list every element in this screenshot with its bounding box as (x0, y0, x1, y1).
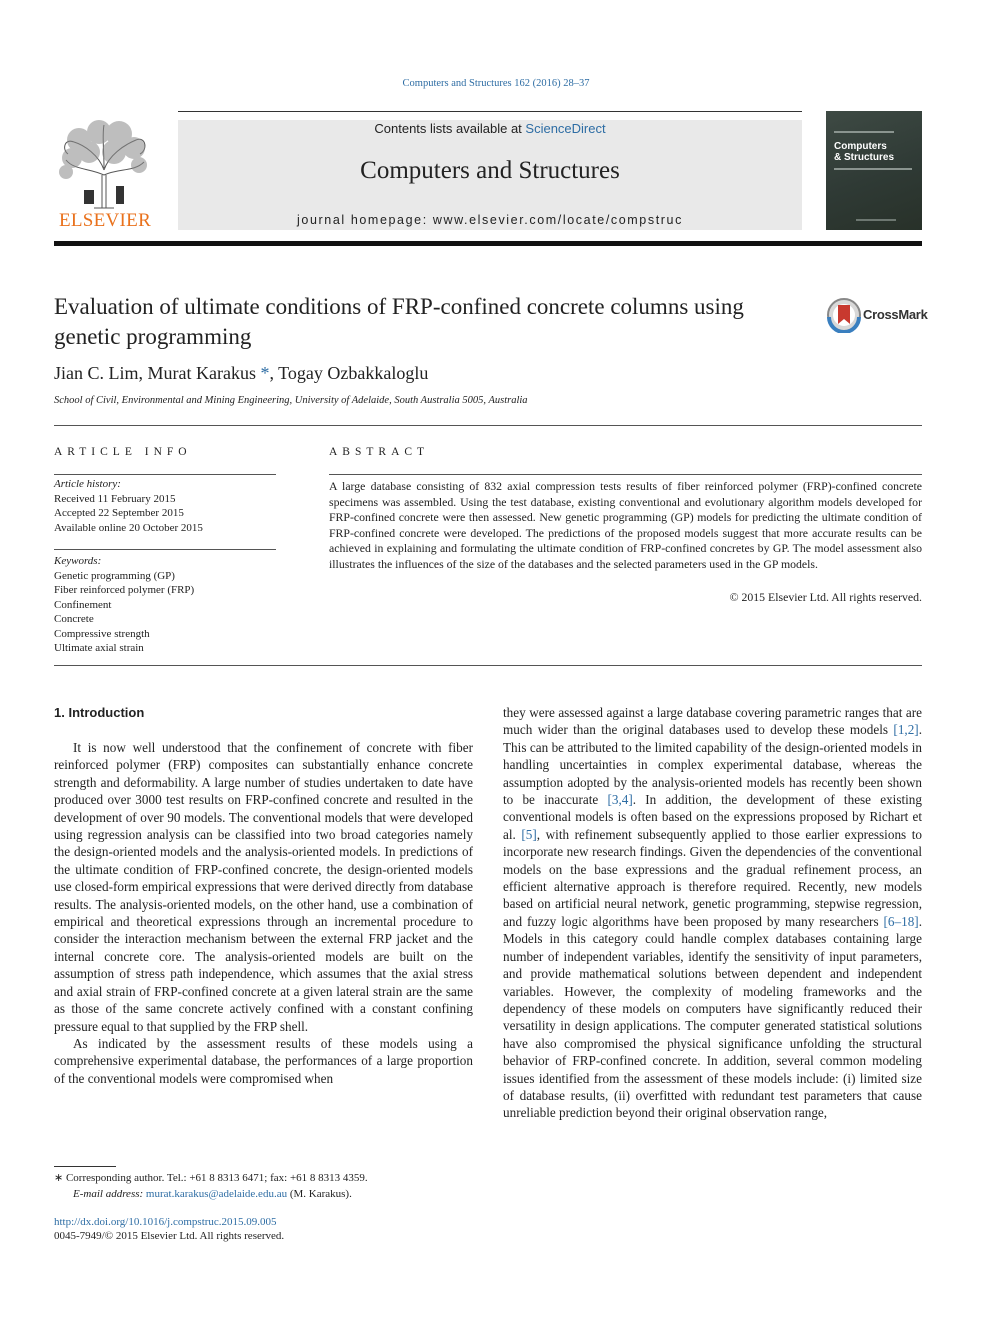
keywords-label: Keywords: (54, 555, 102, 567)
keyword: Fiber reinforced polymer (FRP) (54, 584, 195, 596)
authors-first: Jian C. Lim, Murat Karakus (54, 363, 256, 383)
keyword: Genetic programming (GP) (54, 569, 175, 582)
elsevier-wordmark: ELSEVIER (58, 210, 152, 231)
citation-link[interactable]: [5] (521, 826, 537, 842)
citation-link[interactable]: [1,2] (893, 722, 919, 738)
history-label: Article history: (54, 478, 121, 490)
text-run: . In addition, the development of these existing conventional models is often based on the expressions proposed by Richart et al. (503, 792, 922, 842)
journal-title: Computers and Structures (360, 157, 620, 184)
cover-title-line-1: Computers (834, 141, 887, 152)
corresponding-footnote (54, 1170, 473, 1202)
abstract-text: A large database consisting of 832 axial compression tests results of fiber reinforced polymer (FRP)-confined concrete specimens was assembled. Using the test database, existing conventional and evolutionary algorithm models developed for FRP-confined concrete were then assessed. New genetic programming (GP) models for predicting the ultimate condition of FRP-confined concrete were developed. The predictions of the proposed models suggest that more accurate results can be achieved in explaining and formulating the ultimate condition of FRP-confined concretes by GP. The model assessment also illustrates the influences of the size of the databases and the selected parameters used in the GP models. (329, 479, 922, 571)
article-info-heading: ARTICLE INFO (54, 446, 192, 458)
contents-available-line (178, 121, 802, 136)
email-suffix: (M. Karakus). (287, 1188, 352, 1200)
corresponding-author-note: ∗ Corresponding author. Tel.: +61 8 8313 6471; fax: +61 8 8313 4359. (54, 1172, 368, 1184)
crossmark-label[interactable]: CrossMark (863, 307, 928, 322)
email-link[interactable]: murat.karakus@adelaide.edu.au (145, 1188, 288, 1200)
cover-rule (834, 168, 912, 170)
keyword: Ultimate axial strain (54, 642, 144, 654)
section-heading: 1. Introduction (54, 705, 145, 720)
cover-title-line-2: & Structures (834, 152, 895, 163)
body-column-right (503, 704, 922, 1122)
email-label: E-mail address: (73, 1188, 146, 1200)
abstract-heading: ABSTRACT (329, 446, 430, 458)
text-run: . Models in this category could handle complex databases containing large number of independent variables, identify the sensitivity of input parameters, and provide mathematical solutions between dependent and independent variables. However, the complexity of modeling frameworks and the dependency of these models on computers have significantly reduced their versatility in design applications. The computer generated statistical solutions have also compromised the physical significance unfolding the structural behavior of FRP-confined concrete. In addition, several common modeling issues identified from the assessment of these models include: (i) limited size of database results, (ii) overfitted with redundant test parameters that cause unreliable prediction beyond their original observation range, (503, 913, 922, 1121)
accepted-date: Accepted 22 September 2015 (54, 507, 184, 519)
keywords-block (54, 554, 276, 656)
email-line (54, 1186, 473, 1202)
sciencedirect-link[interactable]: ScienceDirect (525, 121, 606, 136)
corresponding-author-mark[interactable]: * (260, 363, 270, 383)
keyword: Confinement (54, 598, 112, 611)
cover-rule (856, 219, 896, 221)
article-title: Evaluation of ultimate conditions of FRP-confined concrete columns using genetic programming (54, 294, 744, 349)
paragraph: It is now well understood that the confinement of concrete with fiber reinforced polymer (FRP) composites can substantially enhance concrete strength and deformability. A large number of studies undertaken to date have produced over 3000 test results on FRP-confined concrete and resulted in the development of over 90 models. The conventional models that were developed using regression analysis can be classified into two broad categories namely the design-oriented models and the analysis-oriented models. In predictions of the ultimate condition of FRP-confined concrete, the design-oriented models use closed-form empirical expressions that were derived directly from database results. The analysis-oriented models, on the other hand, use a combination of empirical and theoretical expressions through an incremental procedure to consider the interaction mechanism between the external FRP jacket and the internal concrete core. The analysis-oriented models are built on the assumption of stress path independence, which assumes that the axial stress and axial strain of FRP-confined concrete at a given lateral strain are the same as those of the same concrete actively confined with a constant confining pressure equal to that supplied by the FRP shell. (54, 740, 473, 1034)
header-thick-rule (54, 241, 922, 246)
footnote-rule (54, 1166, 116, 1167)
contents-prefix: Contents lists available at (374, 121, 526, 136)
homepage-prefix: journal homepage: (297, 213, 433, 227)
header-top-rule (178, 111, 802, 112)
text-run: . This can be attributed to the limited capability of the design-oriented models in handling uncertainties in complex experimental database, whereas the assumption adopted by the analysis-oriented models has recently been shown to be inaccurate (503, 722, 922, 808)
paragraph (503, 704, 922, 1122)
body-column-left (54, 739, 473, 1087)
abstract-copyright: © 2015 Elsevier Ltd. All rights reserved. (729, 590, 922, 604)
doi-link[interactable]: http://dx.doi.org/10.1016/j.compstruc.2015.09.005 (54, 1216, 277, 1228)
online-date: Available online 20 October 2015 (54, 521, 203, 534)
divider (54, 549, 276, 550)
received-date: Received 11 February 2015 (54, 492, 176, 505)
text-run: they were assessed against a large database covering parametric ranges that are much wider than the original databases used to develop these models (503, 705, 922, 738)
paragraph: As indicated by the assessment results of these models using a comprehensive experimental database, the performances of a large proportion of the conventional models were compromised when (54, 1035, 473, 1086)
author-list (54, 363, 428, 384)
keyword: Concrete (54, 613, 94, 625)
journal-cover-thumbnail[interactable] (826, 111, 922, 230)
citation-link[interactable]: [6–18] (883, 913, 919, 929)
journal-homepage-line (178, 213, 802, 227)
crossmark-icon (826, 297, 862, 333)
affiliation: School of Civil, Environmental and Mining Engineering, University of Adelaide, South Australia 5005, Australia (54, 395, 528, 406)
authors-last: , Togay Ozbakkaloglu (269, 363, 429, 383)
journal-reference-link[interactable]: Computers and Structures 162 (2016) 28–37 (402, 78, 590, 89)
cover-rule (834, 131, 894, 133)
divider (329, 474, 922, 475)
article-history (54, 477, 276, 535)
text-run: , with refinement subsequently applied to those earlier expressions to incorporate new research findings. Given the dependencies of the conventional models on the base expressions and the gradual refinement process, an efficient alternative approach is therefore required. Recently, new models based on artificial neural network, genetic programming, stepwise regression, and fuzzy logic algorithms have been proposed by many researchers (503, 826, 922, 929)
divider (54, 474, 276, 475)
issn-copyright: 0045-7949/© 2015 Elsevier Ltd. All rights reserved. (54, 1230, 285, 1242)
divider (54, 425, 922, 426)
homepage-link[interactable]: www.elsevier.com/locate/compstruc (432, 213, 683, 227)
divider (54, 665, 922, 666)
citation-link[interactable]: [3,4] (607, 792, 633, 808)
keyword: Compressive strength (54, 627, 150, 640)
cover-title (834, 141, 894, 163)
